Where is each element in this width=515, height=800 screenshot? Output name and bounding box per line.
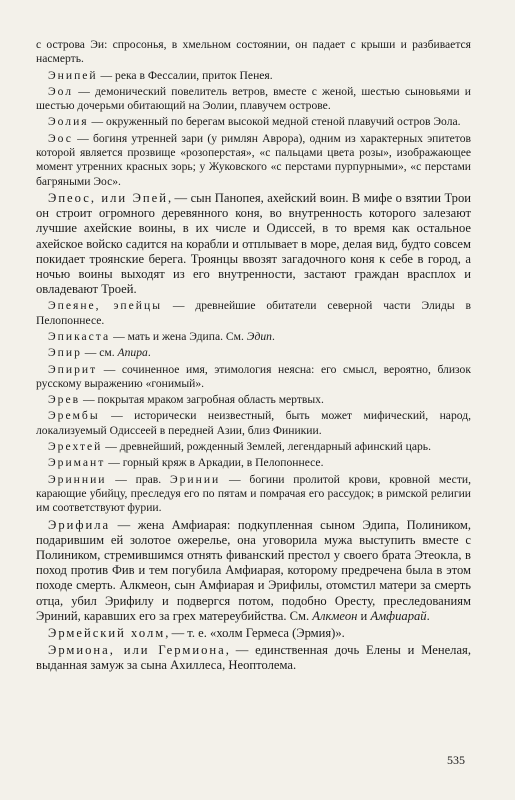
entry-eol: Эол — демонический повелитель ветров, вместе с женой, шестью сыновьями и шестью дочерьми обитающий на Эолии, плавучем острове. [36, 84, 471, 113]
entry-term: Эпеос, или Эпей [48, 190, 168, 205]
entry-erifila: Эрифила — жена Амфиарая: подкупленная сыном Эдипа, Полиником, подарившим ей золотое ожерелье, она уговорила мужа выступить вместе с Полиником, стремившимся отнять фиванский престол у своего брата Этеокла, в поход против Фив и тем погубила Амфиарая, которому предречена была в этом походе смерть. Алкмеон, сын Амфиарая и Эрифилы, отомстил матери за смерть отца, убил Эрифилу и подвергся потом, подобно Оресту, преследованиям Эриний, каравших его за грех матереубийства. См. Алкмеон и Амфиарай. [36, 517, 471, 623]
entry-ermeisky: Эрмейский холм, — т. е. «холм Гермеса (Эрмия)». [48, 625, 345, 640]
entry-term: Эпирит [48, 362, 98, 376]
entry-ermiona: Эрмиона, или Гермиона, — единственная дочь Елены и Менелая, выданная замуж за сына Ахиллеса, Неоптолема. [36, 643, 471, 673]
entry-term: Эос [48, 131, 73, 145]
entry-term: Эриннии [48, 472, 107, 486]
entry-enipei: Энипей — река в Фессалии, приток Пенея. [48, 68, 273, 82]
cross-reference: Апира [117, 346, 148, 360]
entry-epikasta: Эпикаста — мать и жена Эдипа. См. Эдип. [48, 329, 275, 343]
entry-erimant: Эримант — горный кряж в Аркадии, в Пелопоннесе. [48, 456, 324, 470]
entry-term: Эпикаста [48, 329, 111, 343]
entry-erinnii: Эриннии — прав. Эринии — богини пролитой крови, кровной мести, карающие убийцу, преследуя его по пятам и помрачая его рассудок; в римской религии им соответствуют фурии. [36, 472, 471, 515]
entry-term: Эрембы [48, 409, 100, 423]
entry-term-alt: Эринии [169, 472, 221, 486]
entry-term: Эпир [48, 346, 82, 360]
entry-term: Эрмиона, или Гермиона [48, 643, 226, 658]
entry-epir: Эпир — см. Апира. [48, 346, 151, 360]
entry-epeos: Эпеос, или Эпей, — сын Панопея, ахейский воин. В мифе о взятии Трои он строит огромного деревянного коня, во внутренность которого залезают лучшие ахейские воины, в их числе и Одиссей, в то время как остальное ахейское войско садится на корабли и отплывает в море, делая вид, будто совсем покидает троянские берега. Троянцы ввозят загадочного коня к себе в город, а ночью воины выходят из его внутренности, застают граждан врасплох и овладевают Троей. [36, 190, 471, 297]
entry-term: Эрехтей [48, 440, 103, 454]
entry-epirit: Эпирит — сочиненное имя, этимология неясна: его смысл, вероятно, близок русскому выражению «гонимый». [36, 362, 471, 390]
entry-continuation: с острова Эи: спросонья, в хмельном состоянии, он падает с крыши и разбивается насмерть. [36, 38, 471, 66]
page-number: 535 [447, 753, 465, 767]
entry-term: Эрмейский холм [48, 625, 166, 640]
cross-reference: Алкмеон [312, 608, 358, 623]
entry-erehtei: Эрехтей — древнейший, рожденный Землей, легендарный афинский царь. [48, 440, 431, 454]
entry-eolia: Эолия — окруженный по берегам высокой медной стеной плавучий остров Эола. [48, 115, 461, 129]
entry-term: Эолия [48, 115, 89, 129]
entry-eos: Эос — богиня утренней зари (у римлян Аврора), одним из характерных эпитетов которой является прозвище «розоперстая», «с пальцами цвета розы», изображающее момент утренних красных зорь; у Жуковского «с перстами пурпурными», «с перстами багряными Эос». [36, 131, 471, 188]
entry-term: Энипей [48, 68, 98, 82]
entry-erembi: Эрембы — исторически неизвестный, быть может мифический, народ, локализуемый Одиссеей в передней Азии, близ Финикии. [36, 409, 471, 437]
entry-term: Эримант [48, 456, 106, 470]
entry-term: Эрифила [48, 517, 111, 532]
entry-term: Эпеяне, эпейцы [48, 299, 162, 313]
entry-term: Эол [48, 84, 74, 98]
entry-erev: Эрев — покрытая мраком загробная область мертвых. [48, 393, 324, 407]
entry-term: Эрев [48, 393, 81, 407]
cross-reference: Амфиарай [370, 608, 427, 623]
cross-reference: Эдип [246, 329, 272, 343]
entry-epeiane: Эпеяне, эпейцы — древнейшие обитатели северной части Элиды в Пелопоннесе. [36, 299, 471, 327]
